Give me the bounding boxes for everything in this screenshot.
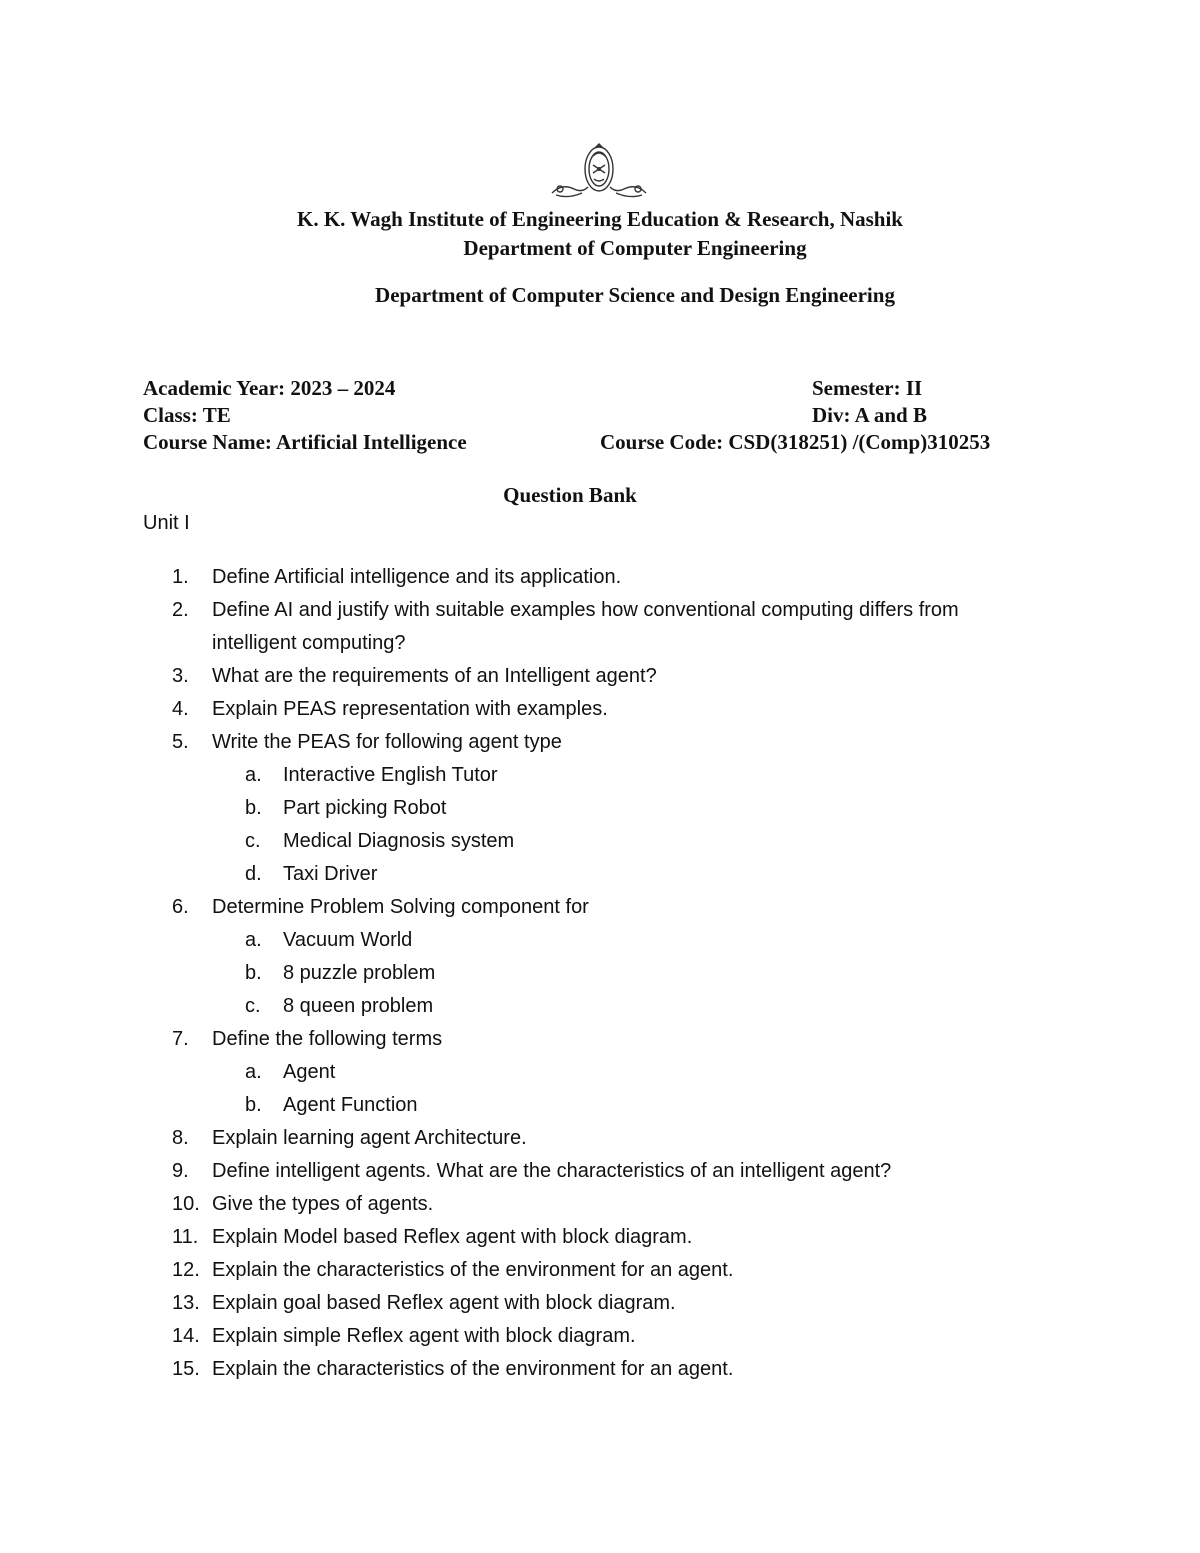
list-item xyxy=(0,594,1200,660)
sub-item-letter: b. xyxy=(245,962,262,984)
list-item xyxy=(0,660,1200,693)
question-text: Write the PEAS for following agent type xyxy=(212,731,562,753)
sub-item-letter: b. xyxy=(245,797,262,819)
question-list xyxy=(0,561,1200,1386)
question-text: Explain the characteristics of the environment for an agent. xyxy=(212,1259,734,1281)
question-text: Explain PEAS representation with examples. xyxy=(212,698,608,720)
question-number: 11. xyxy=(172,1226,199,1248)
question-number: 10. xyxy=(172,1193,200,1215)
sub-item-letter: c. xyxy=(245,995,261,1017)
list-item xyxy=(0,561,1200,594)
list-item xyxy=(0,1353,1200,1386)
department-computer: Department of Computer Engineering xyxy=(463,236,807,260)
question-number: 9. xyxy=(172,1160,189,1182)
sub-item-letter: b. xyxy=(245,1094,262,1116)
question-text: Explain simple Reflex agent with block diagram. xyxy=(212,1325,636,1347)
sub-item xyxy=(0,990,1200,1023)
question-text: Explain goal based Reflex agent with block diagram. xyxy=(212,1292,676,1314)
question-number: 12. xyxy=(172,1259,200,1281)
question-text: Give the types of agents. xyxy=(212,1193,434,1215)
sub-item-letter: d. xyxy=(245,863,262,885)
question-number: 15. xyxy=(172,1358,200,1380)
question-text: Explain learning agent Architecture. xyxy=(212,1127,527,1149)
question-text: Determine Problem Solving component for xyxy=(212,896,589,918)
sub-item xyxy=(0,759,1200,792)
question-text: Define Artificial intelligence and its application. xyxy=(212,566,622,588)
sub-item xyxy=(0,924,1200,957)
list-item xyxy=(0,891,1200,924)
question-number: 2. xyxy=(172,599,189,621)
sub-item-text: Taxi Driver xyxy=(283,863,378,885)
question-number: 7. xyxy=(172,1028,189,1050)
list-item xyxy=(0,1254,1200,1287)
sub-item-text: Agent xyxy=(283,1061,336,1083)
institute-emblem-icon xyxy=(548,143,650,201)
question-text: Explain Model based Reflex agent with block diagram. xyxy=(212,1226,693,1248)
academic-year: Academic Year: 2023 – 2024 xyxy=(143,376,396,400)
question-text: Define intelligent agents. What are the characteristics of an intelligent agent? xyxy=(212,1160,892,1182)
sub-item xyxy=(0,858,1200,891)
question-text: Define AI and justify with suitable examples how conventional computing differs from intelligent computing? xyxy=(212,599,959,654)
institute-name: K. K. Wagh Institute of Engineering Education & Research, Nashik xyxy=(297,207,903,231)
question-text: Explain the characteristics of the environment for an agent. xyxy=(212,1358,734,1380)
list-item xyxy=(0,1122,1200,1155)
list-item xyxy=(0,726,1200,759)
list-item xyxy=(0,1287,1200,1320)
question-number: 6. xyxy=(172,896,189,918)
list-item xyxy=(0,1320,1200,1353)
sub-item xyxy=(0,825,1200,858)
sub-item xyxy=(0,792,1200,825)
sub-item-text: 8 queen problem xyxy=(283,995,434,1017)
question-number: 1. xyxy=(172,566,189,588)
sub-item-text: Vacuum World xyxy=(283,929,413,951)
question-text: Define the following terms xyxy=(212,1028,443,1050)
sub-item-letter: a. xyxy=(245,764,262,786)
sub-item-text: Interactive English Tutor xyxy=(283,764,498,786)
sub-item-text: Part picking Robot xyxy=(283,797,447,819)
division: Div: A and B xyxy=(812,403,927,427)
sub-item-text: Medical Diagnosis system xyxy=(283,830,515,852)
list-item xyxy=(0,693,1200,726)
semester: Semester: II xyxy=(812,376,923,400)
sub-item xyxy=(0,957,1200,990)
question-number: 14. xyxy=(172,1325,200,1347)
question-number: 13. xyxy=(172,1292,200,1314)
sub-item-letter: a. xyxy=(245,929,262,951)
unit-heading: Unit I xyxy=(143,512,190,534)
question-number: 5. xyxy=(172,731,189,753)
sub-item-letter: c. xyxy=(245,830,261,852)
class: Class: TE xyxy=(143,403,231,427)
document-title: Question Bank xyxy=(503,483,637,507)
list-item xyxy=(0,1023,1200,1056)
question-text: What are the requirements of an Intelligent agent? xyxy=(212,665,657,687)
sub-item xyxy=(0,1089,1200,1122)
sub-item-letter: a. xyxy=(245,1061,262,1083)
question-number: 8. xyxy=(172,1127,189,1149)
department-csd: Department of Computer Science and Design Engineering xyxy=(375,283,895,307)
sub-item-text: 8 puzzle problem xyxy=(283,962,436,984)
list-item xyxy=(0,1221,1200,1254)
question-number: 3. xyxy=(172,665,189,687)
course-name: Course Name: Artificial Intelligence xyxy=(143,430,467,454)
list-item xyxy=(0,1155,1200,1188)
question-number: 4. xyxy=(172,698,189,720)
sub-item-text: Agent Function xyxy=(283,1094,418,1116)
sub-item xyxy=(0,1056,1200,1089)
course-code: Course Code: CSD(318251) /(Comp)310253 xyxy=(600,430,991,454)
list-item xyxy=(0,1188,1200,1221)
